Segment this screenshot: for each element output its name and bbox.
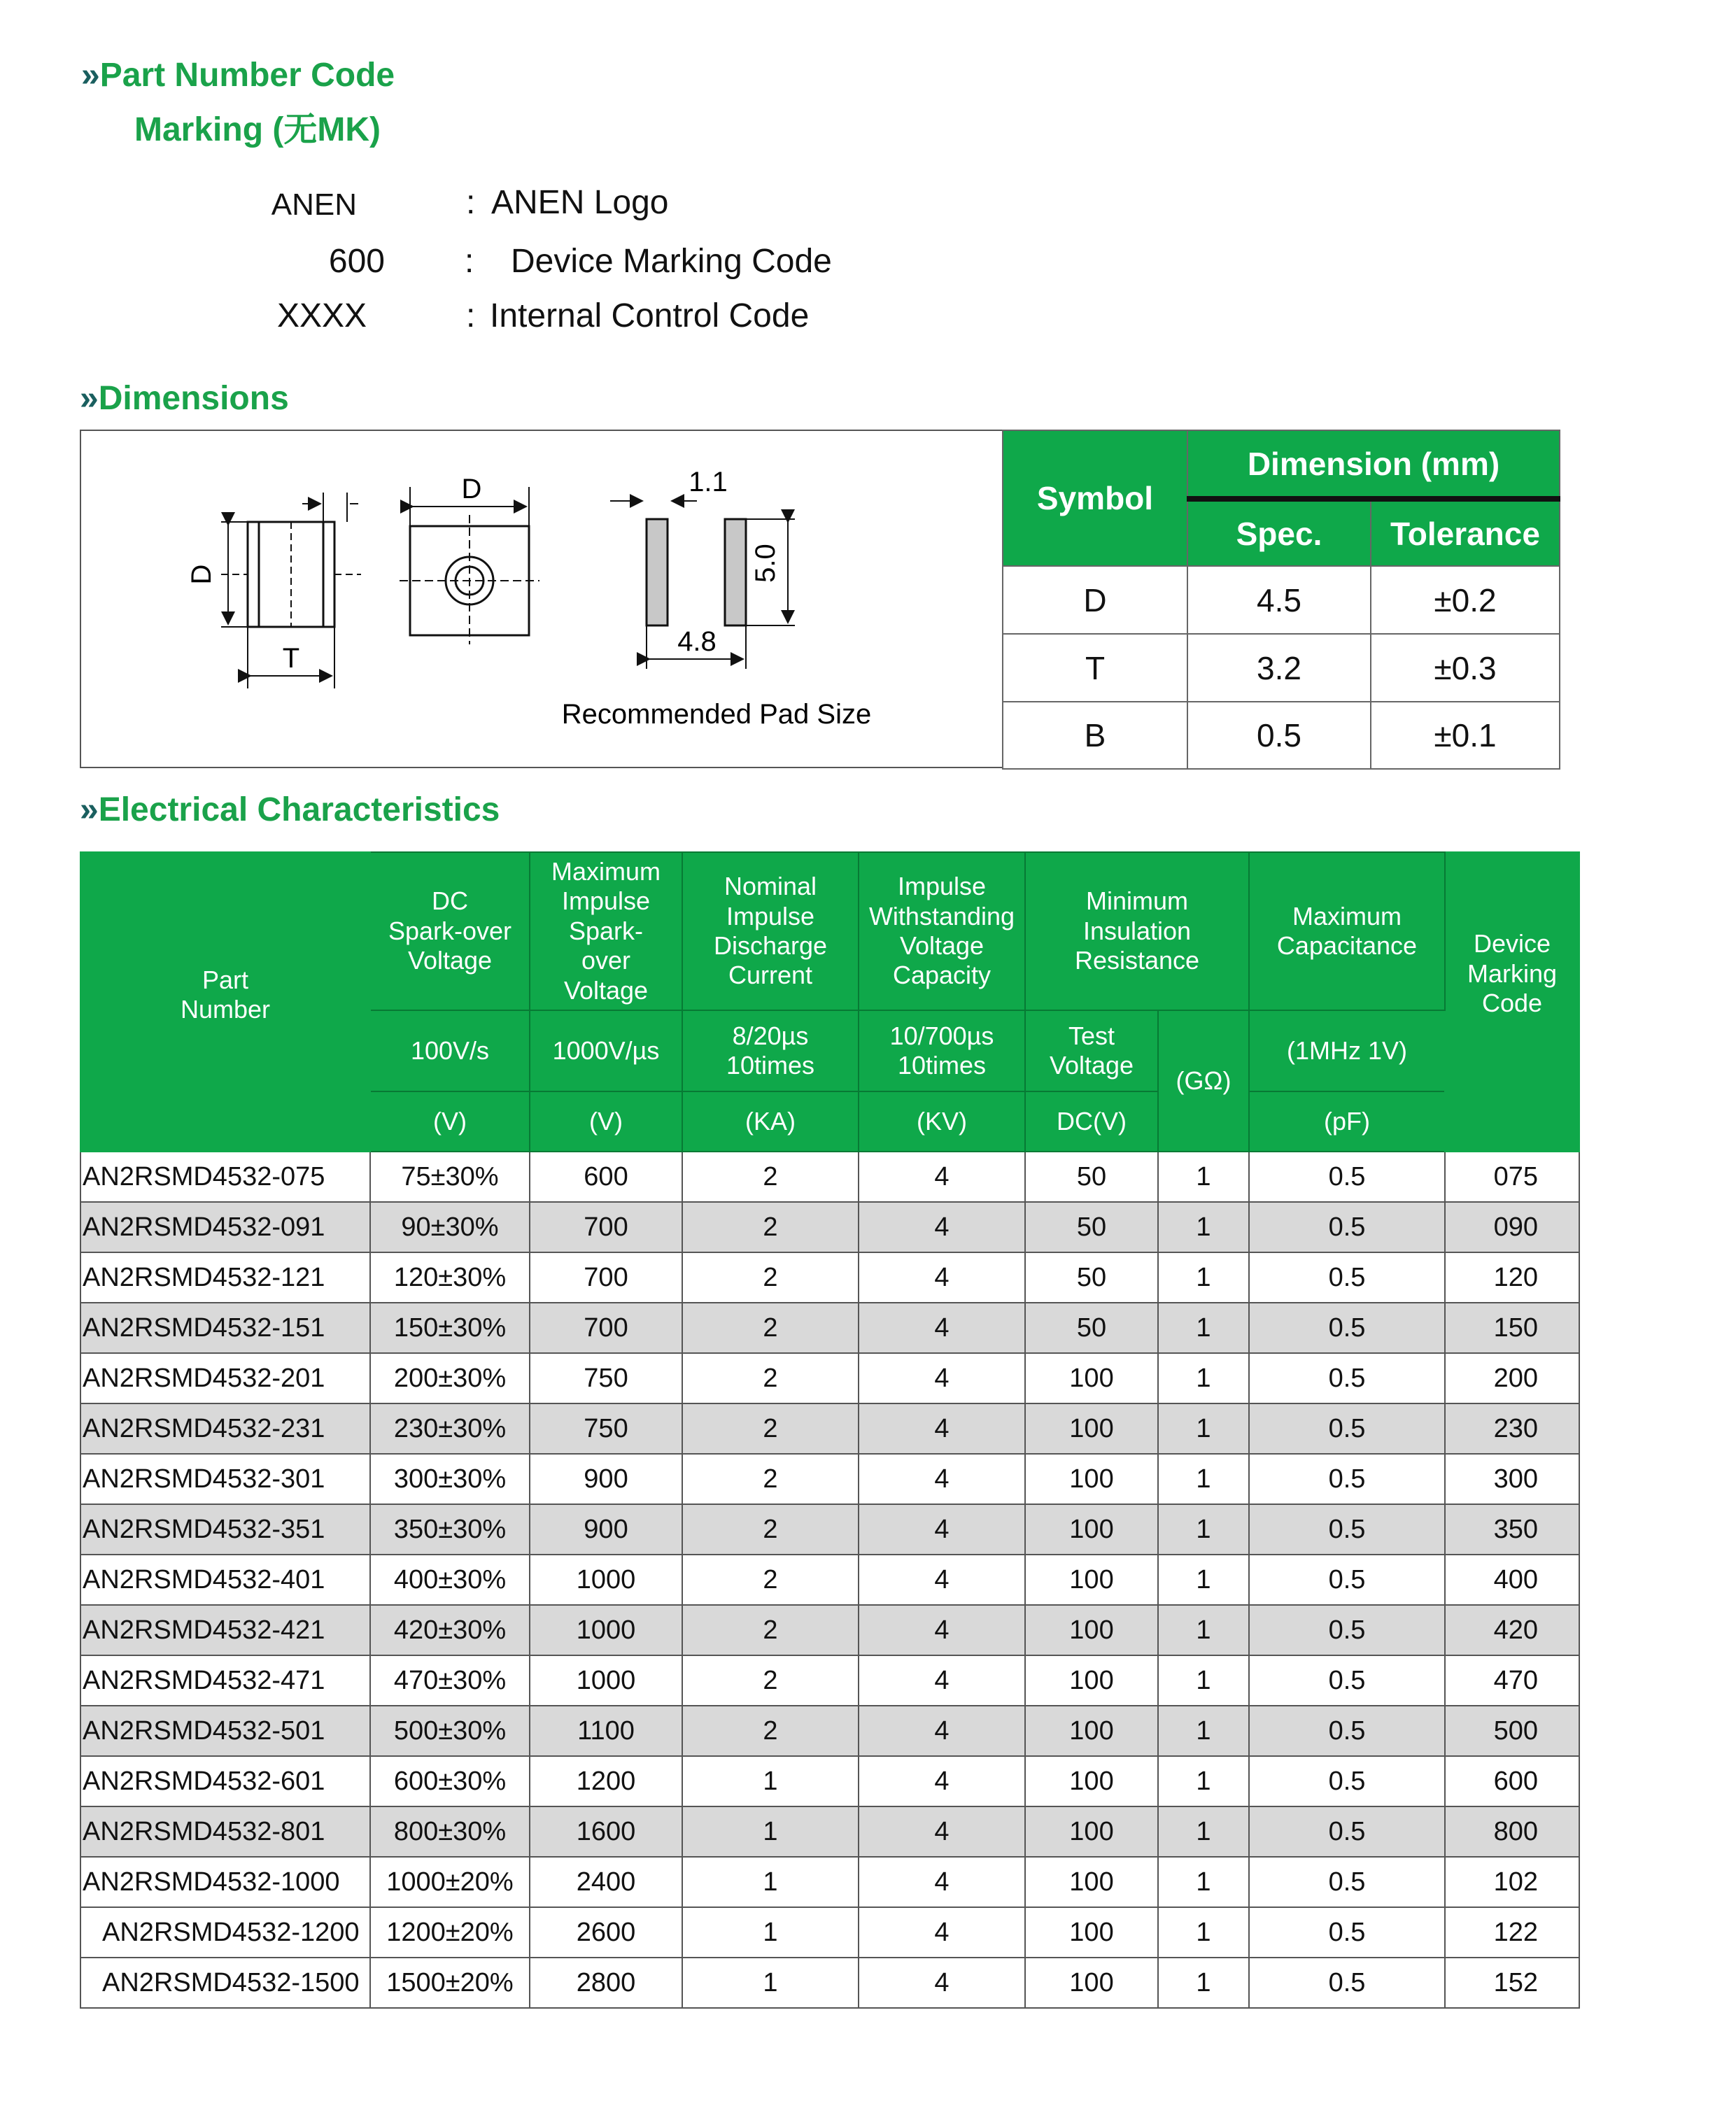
cell: 750 [530,1403,682,1454]
cell: 0.5 [1249,1454,1445,1504]
cell: 0.5 [1249,1706,1445,1756]
dim-label-d-top: D [461,474,482,504]
dim-tolerance: ±0.2 [1371,566,1560,634]
cell: 50 [1025,1152,1158,1202]
cell: 100 [1025,1756,1158,1806]
cell: 1 [1158,1353,1249,1403]
dim-symbol: B [1003,702,1187,769]
cell: 1 [1158,1706,1249,1756]
cell: 0.5 [1249,1152,1445,1202]
cell: 1 [1158,1152,1249,1202]
table-row [80,1403,1579,1454]
unit-max: (V) [530,1091,682,1152]
header-device-marking: Device Marking Code [1445,852,1579,1152]
marking-sep: : [466,297,476,334]
part-number-cell: AN2RSMD4532-501 [80,1706,370,1756]
header-nominal-impulse: Nominal Impulse Discharge Current [682,852,859,1010]
device-code-cell: 200 [1445,1353,1579,1403]
part-number-cell: AN2RSMD4532-075 [80,1152,370,1202]
top-view [400,487,539,644]
cell: 2 [682,1655,859,1706]
table-row [80,1152,1579,1202]
cell: 50 [1025,1252,1158,1303]
device-code-cell: 500 [1445,1706,1579,1756]
table-row [80,1353,1579,1403]
unit-insulation: (GΩ) [1158,1010,1249,1152]
marking-code: XXXX [276,297,367,334]
device-code-cell: 420 [1445,1605,1579,1655]
device-code-cell: 230 [1445,1403,1579,1454]
cell: 1 [682,1958,859,2008]
cond-test-voltage: Test Voltage [1025,1010,1158,1091]
unit-dc: (V) [370,1091,530,1152]
cond-capacitance: (1MHz 1V) [1249,1010,1445,1091]
cell: 75±30% [370,1152,530,1202]
cell: 100 [1025,1353,1158,1403]
cell: 4 [859,1958,1025,2008]
part-number-cell: AN2RSMD4532-401 [80,1555,370,1605]
cell: 100 [1025,1806,1158,1857]
cell: 0.5 [1249,1756,1445,1806]
cell: 600±30% [370,1756,530,1806]
cell: 1000 [530,1655,682,1706]
part-number-cell: AN2RSMD4532-121 [80,1252,370,1303]
cell: 1000 [530,1605,682,1655]
marking-heading-line1: »Part Number Code [81,57,395,94]
cell: 1 [682,1907,859,1958]
table-row [80,1857,1579,1907]
part-number-cell: AN2RSMD4532-471 [80,1655,370,1706]
cell: 1 [1158,1806,1249,1857]
pad-height-label: 5.0 [750,544,781,583]
cell: 100 [1025,1857,1158,1907]
cell: 750 [530,1353,682,1403]
cell: 1 [1158,1202,1249,1252]
cell: 50 [1025,1202,1158,1252]
unit-nominal: (KA) [682,1091,859,1152]
dim-spec: 0.5 [1187,702,1371,769]
cell: 0.5 [1249,1202,1445,1252]
cell: 2 [682,1605,859,1655]
cell: 700 [530,1303,682,1353]
part-number-cell: AN2RSMD4532-1000 [80,1857,370,1907]
table-row [80,1252,1579,1303]
device-code-cell: 152 [1445,1958,1579,2008]
cell: 0.5 [1249,1958,1445,2008]
table-row [80,1655,1579,1706]
cell: 4 [859,1555,1025,1605]
table-row [80,1504,1579,1555]
cond-nominal: 8/20µs 10times [682,1010,859,1091]
cell: 100 [1025,1958,1158,2008]
marking-sep: : [465,243,474,280]
cell: 0.5 [1249,1353,1445,1403]
cell: 1 [1158,1907,1249,1958]
cell: 100 [1025,1555,1158,1605]
cell: 1000±20% [370,1857,530,1907]
dim-spec: 4.5 [1187,566,1371,634]
table-row [80,1555,1579,1605]
table-row [80,1454,1579,1504]
table-row [80,1907,1579,1958]
cell: 2 [682,1403,859,1454]
part-number-cell: AN2RSMD4532-201 [80,1353,370,1403]
dimension-table [1002,430,1560,770]
cond-max: 1000V/µs [530,1010,682,1091]
cell: 1 [1158,1555,1249,1605]
cell: 0.5 [1249,1303,1445,1353]
cell: 4 [859,1454,1025,1504]
cell: 2 [682,1303,859,1353]
dim-label-d-side: D [186,564,217,585]
cell: 600 [530,1152,682,1202]
cell: 1 [682,1857,859,1907]
cell: 2800 [530,1958,682,2008]
cell: 2 [682,1202,859,1252]
cell: 2 [682,1252,859,1303]
header-max-impulse: Maximum Impulse Spark- over Voltage [530,852,682,1010]
cell: 1 [682,1806,859,1857]
marking-desc: Internal Control Code [490,297,810,334]
cell: 100 [1025,1504,1158,1555]
cell: 1 [1158,1605,1249,1655]
cell: 0.5 [1249,1403,1445,1454]
cell: 1 [1158,1857,1249,1907]
device-code-cell: 150 [1445,1303,1579,1353]
cell: 100 [1025,1403,1158,1454]
cell: 4 [859,1403,1025,1454]
pad-width-label: 4.8 [677,626,717,657]
cell: 2 [682,1152,859,1202]
tolerance-header: Tolerance [1371,499,1560,566]
cell: 2 [682,1454,859,1504]
device-code-cell: 075 [1445,1152,1579,1202]
device-code-cell: 470 [1445,1655,1579,1706]
dim-symbol: D [1003,566,1187,634]
part-number-cell: AN2RSMD4532-091 [80,1202,370,1252]
cell: 0.5 [1249,1605,1445,1655]
cell: 900 [530,1454,682,1504]
device-code-cell: 090 [1445,1202,1579,1252]
cell: 470±30% [370,1655,530,1706]
cell: 1500±20% [370,1958,530,2008]
electrical-table [80,851,1580,2009]
symbol-header: Symbol [1003,430,1187,566]
table-row [80,1202,1579,1252]
header-max-capacitance: Maximum Capacitance [1249,852,1445,1010]
cell: 350±30% [370,1504,530,1555]
part-number-cell: AN2RSMD4532-601 [80,1756,370,1806]
cell: 4 [859,1857,1025,1907]
cell: 2400 [530,1857,682,1907]
cell: 1600 [530,1806,682,1857]
marking-desc: ANEN Logo [491,184,669,221]
part-number-cell: AN2RSMD4532-351 [80,1504,370,1555]
table-row [80,1756,1579,1806]
cell: 4 [859,1353,1025,1403]
cell: 100 [1025,1605,1158,1655]
marking-heading-line2: Marking (无MK) [134,111,381,148]
part-number-cell: AN2RSMD4532-1200 [80,1907,370,1958]
cell: 900 [530,1504,682,1555]
cell: 2 [682,1353,859,1403]
cell: 100 [1025,1454,1158,1504]
cell: 4 [859,1706,1025,1756]
cell: 4 [859,1806,1025,1857]
cell: 230±30% [370,1403,530,1454]
cell: 1 [1158,1252,1249,1303]
cell: 1 [1158,1958,1249,2008]
cell: 700 [530,1252,682,1303]
cell: 800±30% [370,1806,530,1857]
cell: 0.5 [1249,1655,1445,1706]
cell: 1 [682,1756,859,1806]
cell: 1 [1158,1454,1249,1504]
dimension-row [1003,702,1560,769]
cell: 420±30% [370,1605,530,1655]
cell: 1 [1158,1504,1249,1555]
dim-spec: 3.2 [1187,634,1371,702]
cell: 400±30% [370,1555,530,1605]
cell: 1000 [530,1555,682,1605]
cell: 1200 [530,1756,682,1806]
device-code-cell: 120 [1445,1252,1579,1303]
unit-capacitance: (pF) [1249,1091,1445,1152]
header-impulse-withstanding: Impulse Withstanding Voltage Capacity [859,852,1025,1010]
cell: 0.5 [1249,1252,1445,1303]
cell: 0.5 [1249,1555,1445,1605]
cell: 0.5 [1249,1504,1445,1555]
cell: 2 [682,1706,859,1756]
cell: 1100 [530,1706,682,1756]
dimension-drawing-box [80,430,1003,768]
cell: 2 [682,1504,859,1555]
spec-header: Spec. [1187,499,1371,566]
marking-code: 600 [328,243,385,280]
dimension-header: Dimension (mm) [1187,430,1560,499]
table-row [80,1303,1579,1353]
cell: 4 [859,1152,1025,1202]
dim-tolerance: ±0.3 [1371,634,1560,702]
cell: 1 [1158,1655,1249,1706]
cell: 1 [1158,1756,1249,1806]
device-code-cell: 122 [1445,1907,1579,1958]
cell: 4 [859,1907,1025,1958]
unit-impulse: (KV) [859,1091,1025,1152]
table-row [80,1605,1579,1655]
cell: 0.5 [1249,1857,1445,1907]
cell: 2 [682,1555,859,1605]
cell: 4 [859,1504,1025,1555]
device-code-cell: 350 [1445,1504,1579,1555]
cell: 100 [1025,1907,1158,1958]
part-number-cell: AN2RSMD4532-301 [80,1454,370,1504]
cell: 4 [859,1756,1025,1806]
cell: 50 [1025,1303,1158,1353]
cell: 90±30% [370,1202,530,1252]
cell: 1200±20% [370,1907,530,1958]
cell: 500±30% [370,1706,530,1756]
cell: 0.5 [1249,1907,1445,1958]
dimensions-heading: »Dimensions [80,380,289,417]
dim-symbol: T [1003,634,1187,702]
table-row [80,1958,1579,2008]
cell: 120±30% [370,1252,530,1303]
device-code-cell: 400 [1445,1555,1579,1605]
dimension-row [1003,634,1560,702]
cond-dc: 100V/s [370,1010,530,1091]
part-number-cell: AN2RSMD4532-151 [80,1303,370,1353]
cell: 0.5 [1249,1806,1445,1857]
part-number-cell: AN2RSMD4532-421 [80,1605,370,1655]
table-row [80,1806,1579,1857]
part-number-cell: AN2RSMD4532-231 [80,1403,370,1454]
cell: 200±30% [370,1353,530,1403]
unit-test: DC(V) [1025,1091,1158,1152]
cell: 1 [1158,1403,1249,1454]
cell: 4 [859,1303,1025,1353]
pad-caption: Recommended Pad Size [561,699,872,730]
device-code-cell: 102 [1445,1857,1579,1907]
cond-impulse: 10/700µs 10times [859,1010,1025,1091]
header-dc-sparkover: DC Spark-over Voltage [370,852,530,1010]
cell: 100 [1025,1655,1158,1706]
dimension-drawing [81,431,1002,767]
cell: 150±30% [370,1303,530,1353]
cell: 1 [1158,1303,1249,1353]
marking-code: ANEN [271,188,357,222]
header-min-insulation: Minimum Insulation Resistance [1025,852,1249,1010]
cell: 4 [859,1202,1025,1252]
device-code-cell: 300 [1445,1454,1579,1504]
dim-tolerance: ±0.1 [1371,702,1560,769]
marking-sep: : [466,184,476,221]
device-code-cell: 800 [1445,1806,1579,1857]
cell: 4 [859,1655,1025,1706]
dim-label-t: T [282,643,300,674]
pad-gap-label: 1.1 [689,467,728,497]
cell: 100 [1025,1706,1158,1756]
cell: 700 [530,1202,682,1252]
header-part-number: Part Number [80,852,370,1152]
marking-desc: Device Marking Code [511,243,832,280]
part-number-cell: AN2RSMD4532-801 [80,1806,370,1857]
electrical-heading: »Electrical Characteristics [80,791,500,828]
dimension-row [1003,566,1560,634]
part-number-cell: AN2RSMD4532-1500 [80,1958,370,2008]
cell: 300±30% [370,1454,530,1504]
table-row [80,1706,1579,1756]
cell: 4 [859,1605,1025,1655]
cell: 2600 [530,1907,682,1958]
cell: 4 [859,1252,1025,1303]
device-code-cell: 600 [1445,1756,1579,1806]
